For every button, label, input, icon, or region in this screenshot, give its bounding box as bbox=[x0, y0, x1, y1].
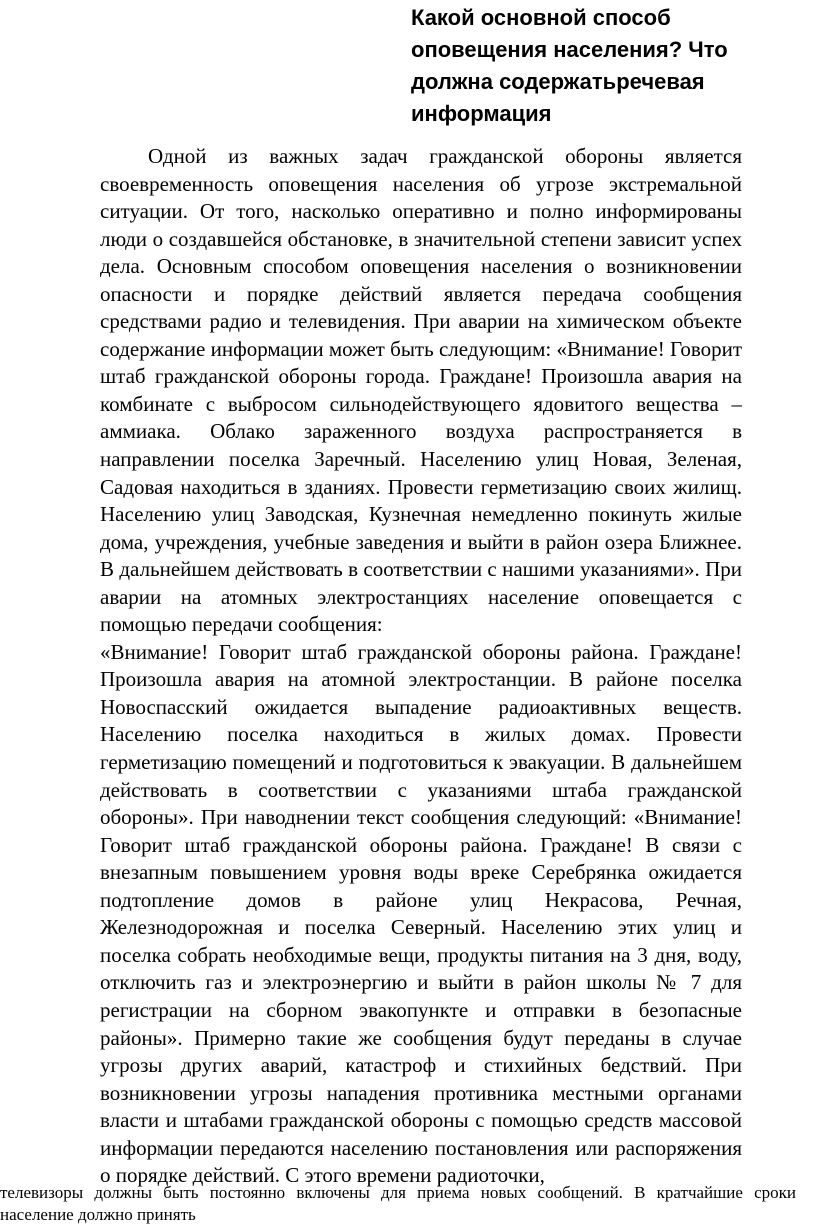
document-body bbox=[100, 143, 742, 1190]
body-paragraph-2: «Внимание! Говорит штаб гражданской обороны района. Граждане! Произошла авария на атомной электростанции. В районе поселка Новоспасский ожидается выпадение радиоактивных веществ. Населению поселка находиться в жилых домах. Провести герметизацию помещений и подготовиться к эвакуации. В дальнейшем действовать в соответствии с указаниями штаба гражданской обороны». При наводнении текст сообщения следующий: «Внимание! Говорит штаб гражданской обороны района. Граждане! В связи с внезапным повышением уровня воды вреке Серебрянка ожидается подтопление домов в районе улиц Некрасова, Речная, Железнодорожная и поселка Северный. Населению этих улиц и поселка собрать необходимые вещи, продукты питания на 3 дня, воду, отключить газ и электроэнергию и выйти в район школы № 7 для регистрации на сборном эвакопункте и отправки в безопасные районы». Примерно такие же сообщения будут переданы в случае угрозы других аварий, катастроф и стихийных бедствий. При возникновении угрозы нападения противника местными органами власти и штабами гражданской обороны с помощью средств массовой информации передаются населению постановления или распоряжения о порядке действий. С этого времени радиоточки, bbox=[100, 639, 742, 1188]
document-title: Какой основной способ оповещения населения? Что должна содержатьречевая информация bbox=[411, 5, 728, 126]
footer-paragraph: телевизоры должны быть постоянно включены для приема новых сообщений. В кратчайшие сроки население должно принять bbox=[0, 1183, 796, 1224]
body-paragraph-1: Одной из важных задач гражданской обороны является своевременность оповещения населения об угрозе экстремальной ситуации. От того, насколько оперативно и полно информированы люди о создавшейся обстановке, в значительной степени зависит успех дела. Основным способом оповещения населения о возникновении опасности и порядке действий является передача сообщения средствами радио и телевидения. При аварии на химическом объекте содержание информации может быть следующим: «Внимание! Говорит штаб гражданской обороны города. Граждане! Произошла авария на комбинате с выбросом сильнодействующего ядовитого вещества – аммиака. Облако зараженного воздуха распространяется в направлении поселка Заречный. Населению улиц Новая, Зеленая, Садовая находиться в зданиях. Провести герметизацию своих жилищ. Населению улиц Заводская, Кузнечная немедленно покинуть жилые дома, учреждения, учебные заведения и выйти в район озера Ближнее. В дальнейшем действовать в соответствии с нашими указаниями». При аварии на атомных электростанциях население оповещается с помощью передачи сообщения: bbox=[100, 144, 742, 637]
footer-text-block bbox=[0, 1182, 796, 1226]
